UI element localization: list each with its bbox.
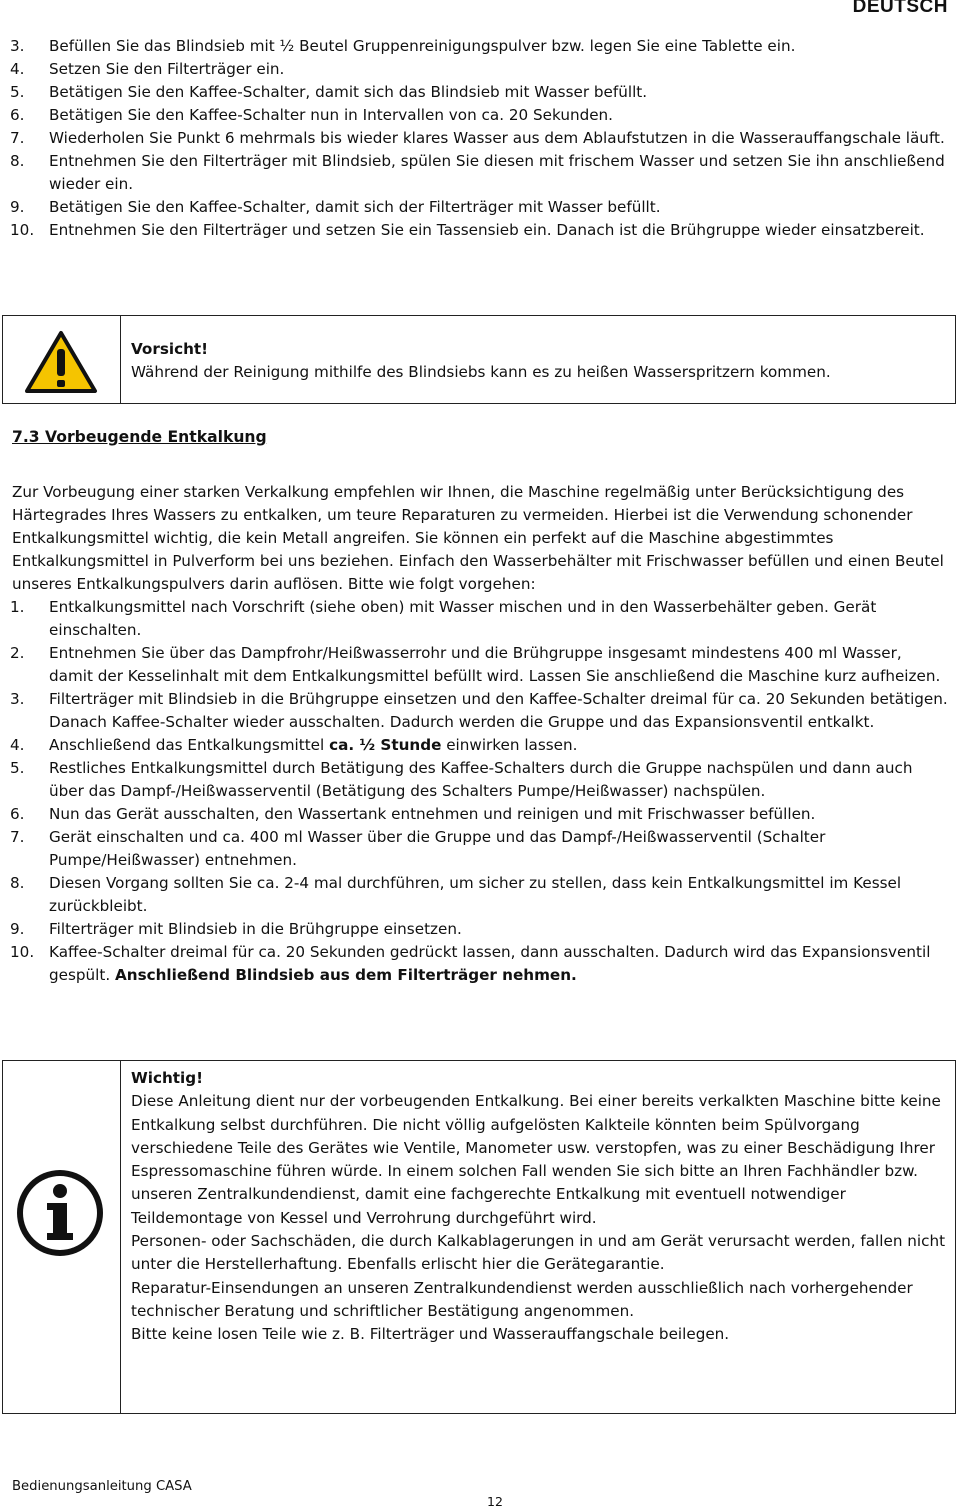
step-number: 5. — [10, 759, 25, 777]
step-text: Entnehmen Sie über das Dampfrohr/Heißwasserrohr und die Brühgruppe insgesamt mindestens 400 ml Wasser, damit der Kesselinhalt mit dem Entkalkungsmittel befüllt wird. Lassen Sie anschließend die Maschine kurz aufheizen. — [49, 644, 941, 685]
list-item — [10, 803, 950, 826]
step-text — [49, 941, 950, 987]
list-item — [10, 826, 950, 872]
step-text-part: Anschließend das Entkalkungsmittel — [49, 736, 330, 754]
step-text: Betätigen Sie den Kaffee-Schalter, damit sich das Blindsieb mit Wasser befüllt. — [49, 83, 648, 101]
info-icon — [14, 1167, 106, 1259]
step-text: Nun das Gerät ausschalten, den Wassertank entnehmen und reinigen und mit Frischwasser befüllen. — [49, 805, 816, 823]
list-item — [10, 642, 950, 688]
info-box — [2, 1060, 956, 1414]
list-item — [10, 918, 950, 941]
step-number: 6. — [10, 106, 25, 124]
step-number: 9. — [10, 920, 25, 938]
list-item — [10, 757, 950, 803]
step-text: Filterträger mit Blindsieb in die Brühgruppe einsetzen und den Kaffee-Schalter dreimal für ca. 20 Sekunden betätigen. Danach Kaffee-Schalter wieder ausschalten. Dadurch werden die Gruppe und das Expansionsventil entkalkt. — [49, 690, 948, 731]
step-text: Wiederholen Sie Punkt 6 mehrmals bis wieder klares Wasser aus dem Ablaufstutzen in die Wasserauffangschale läuft. — [49, 129, 945, 147]
step-number: 10. — [10, 221, 35, 239]
step-number: 10. — [10, 943, 35, 961]
step-number: 7. — [10, 129, 25, 147]
footer-manual-title: Bedienungsanleitung CASA — [12, 1479, 192, 1494]
step-number: 4. — [10, 60, 25, 78]
list-item — [10, 150, 950, 196]
info-title: Wichtig! — [131, 1069, 204, 1087]
list-item — [10, 688, 950, 734]
step-number: 8. — [10, 152, 25, 170]
list-item — [10, 35, 950, 58]
info-content — [131, 1067, 946, 1347]
step-number: 6. — [10, 805, 25, 823]
step-number: 1. — [10, 598, 25, 616]
step-text: Filterträger mit Blindsieb in die Brühgruppe einsetzen. — [49, 920, 462, 938]
list-item — [10, 941, 950, 987]
list-item — [10, 872, 950, 918]
step-text — [49, 734, 950, 757]
decalcification-steps-list — [10, 596, 950, 987]
step-number: 4. — [10, 736, 25, 754]
step-text: Entnehmen Sie den Filterträger mit Blindsieb, spülen Sie diesen mit frischem Wasser und setzen Sie ihn anschließend wieder ein. — [49, 152, 945, 193]
step-text-part: Kaffee-Schalter dreimal für ca. 20 Sekunden gedrückt lassen, dann ausschalten. Dadurch wird das Expansionsventil gespült. — [49, 943, 931, 984]
step-text: Entnehmen Sie den Filterträger und setzen Sie ein Tassensieb ein. Danach ist die Brühgruppe wieder einsatzbereit. — [49, 221, 925, 239]
list-item — [10, 596, 950, 642]
step-number: 7. — [10, 828, 25, 846]
list-item — [10, 127, 950, 150]
step-number: 8. — [10, 874, 25, 892]
step-text-part: einwirken lassen. — [441, 736, 578, 754]
info-paragraph: Diese Anleitung dient nur der vorbeugenden Entkalkung. Bei einer bereits verkalkten Maschine bitte keine Entkalkung selbst durchführen. Die nicht völlig aufgelösten Kalkteile könnten beim Spülvorgang verschiedene Teile des Gerätes wie Ventile, Manometer usw. verstopfen, was zu einer Beschädigung Ihrer Espressomaschine führen würde. In einem solchen Fall wenden Sie sich bitte an Ihren Fachhändler bzw. unseren Zentralkundendienst, damit eine fachgerechte Entkalkung mit eventuell notwendiger Teildemontage von Kessel und Verrohrung durchgeführt wird. — [131, 1092, 941, 1227]
cleaning-steps-list — [10, 35, 950, 242]
list-item — [10, 58, 950, 81]
step-number: 2. — [10, 644, 25, 662]
step-text-emphasis: ca. ½ Stunde — [329, 736, 442, 754]
step-number: 3. — [10, 37, 25, 55]
list-item — [10, 734, 950, 757]
step-number: 3. — [10, 690, 25, 708]
info-paragraph: Bitte keine losen Teile wie z. B. Filterträger und Wasserauffangschale beilegen. — [131, 1325, 730, 1344]
step-text: Diesen Vorgang sollten Sie ca. 2-4 mal durchführen, um sicher zu stellen, dass kein Entkalkungsmittel im Kessel zurückbleibt. — [49, 874, 902, 915]
language-label: DEUTSCH — [852, 0, 948, 17]
step-text: Entkalkungsmittel nach Vorschrift (siehe oben) mit Wasser mischen und in den Wasserbehälter geben. Gerät einschalten. — [49, 598, 877, 639]
list-item — [10, 219, 950, 242]
info-paragraph: Personen- oder Sachschäden, die durch Kalkablagerungen in und am Gerät verursacht werden, fallen nicht unter die Herstellerhaftung. Ebenfalls erlischt hier die Gerätegarantie. — [131, 1232, 946, 1274]
step-text: Gerät einschalten und ca. 400 ml Wasser über die Gruppe und das Dampf-/Heißwasserventil (Schalter Pumpe/Heißwasser) entnehmen. — [49, 828, 826, 869]
step-text: Restliches Entkalkungsmittel durch Betätigung des Kaffee-Schalters durch die Gruppe nachspülen und dann auch über das Dampf-/Heißwasserventil (Betätigung des Schalters Pumpe/Heißwasser) nachspülen. — [49, 759, 913, 800]
step-text: Setzen Sie den Filterträger ein. — [49, 60, 285, 78]
step-text: Betätigen Sie den Kaffee-Schalter, damit sich der Filterträger mit Wasser befüllt. — [49, 198, 661, 216]
step-text: Befüllen Sie das Blindsieb mit ½ Beutel Gruppenreinigungspulver bzw. legen Sie eine Tablette ein. — [49, 37, 796, 55]
warning-box — [2, 315, 956, 404]
step-number: 9. — [10, 198, 25, 216]
section-intro: Zur Vorbeugung einer starken Verkalkung empfehlen wir Ihnen, die Maschine regelmäßig unter Berücksichtigung des Härtegrades Ihres Wassers zu entkalken, um teure Reparaturen zu vermeiden. Hierbei ist die Verwendung schonender Entkalkungsmittel wichtig, die kein Metall angreifen. Sie können ein perfekt auf die Maschine abgestimmtes Entkalkungsmittel in Pulverform bei uns beziehen. Einfach den Wasserbehälter mit Frischwasser befüllen und einen Beutel unseres Entkalkungspulvers darin auflösen. Bitte wie folgt vorgehen: — [12, 483, 944, 593]
warning-text: Während der Reinigung mithilfe des Blindsiebs kann es zu heißen Wasserspritzern kommen. — [131, 363, 831, 381]
list-item — [10, 104, 950, 127]
warning-content — [131, 338, 831, 384]
warning-title: Vorsicht! — [131, 340, 209, 358]
page-number: 12 — [487, 1494, 503, 1509]
step-text-emphasis: Anschließend Blindsieb aus dem Filterträger nehmen. — [115, 966, 577, 984]
warning-triangle-icon — [24, 330, 98, 394]
list-item — [10, 196, 950, 219]
list-item — [10, 81, 950, 104]
section-heading: 7.3 Vorbeugende Entkalkung — [12, 428, 267, 446]
warning-icon-cell — [3, 316, 121, 403]
step-text: Betätigen Sie den Kaffee-Schalter nun in Intervallen von ca. 20 Sekunden. — [49, 106, 614, 124]
info-paragraph: Reparatur-Einsendungen an unseren Zentralkundendienst werden ausschließlich nach vorhergehender technischer Beratung und schriftlicher Bestätigung angenommen. — [131, 1278, 913, 1320]
step-number: 5. — [10, 83, 25, 101]
